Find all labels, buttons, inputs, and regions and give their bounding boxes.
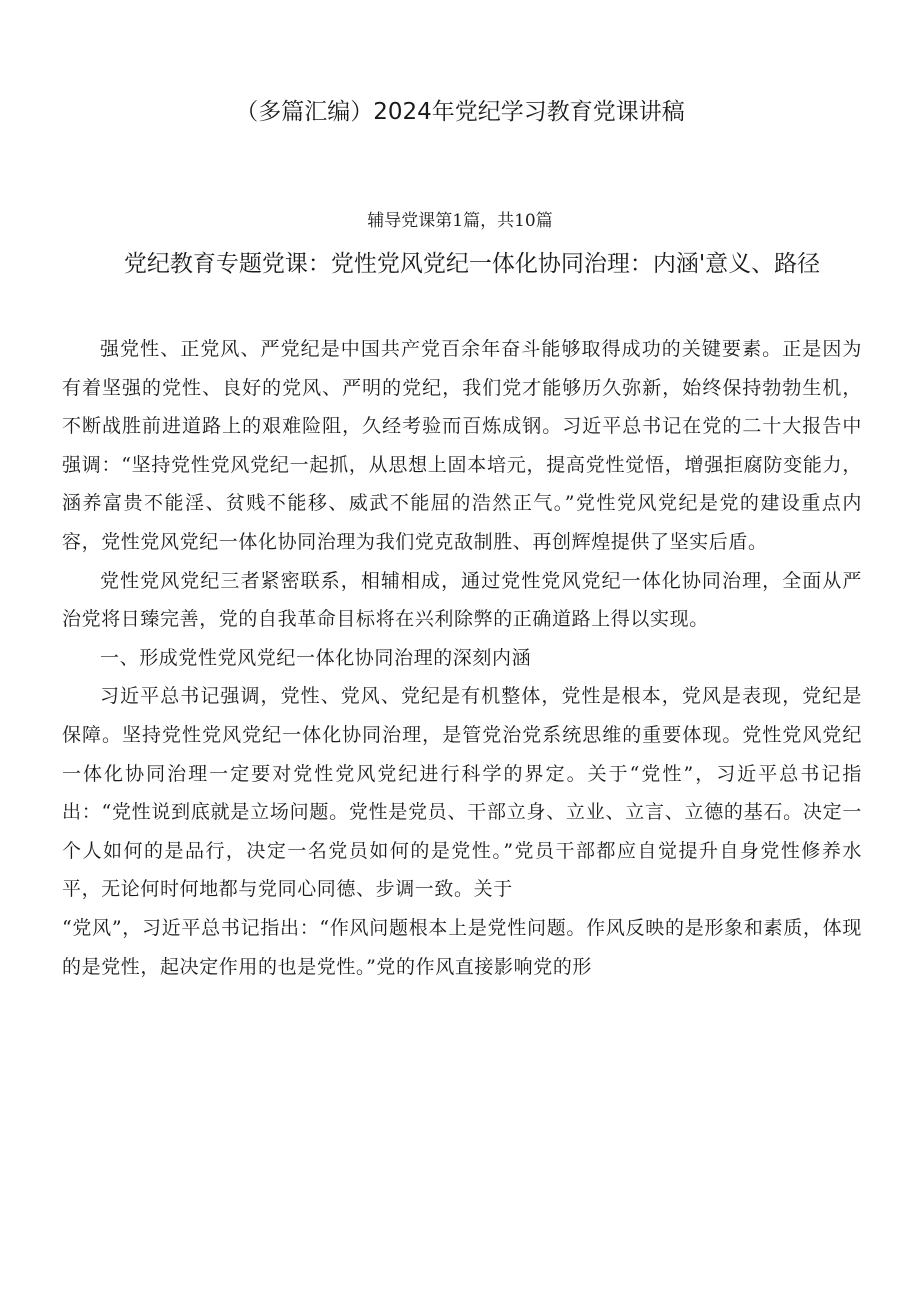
paragraph-continuation: “党风”，习近平总书记指出：“作风问题根本上是党性问题。作风反映的是形象和素质，体现的是党性，起决定作用的也是党性。”党的作风直接影响党的形 bbox=[62, 916, 862, 978]
paragraph-summary: 党性党风党纪三者紧密联系，相辅相成，通过党性党风党纪一体化协同治理，全面从严治党将日臻完善，党的自我革命目标将在兴利除弊的正确道路上得以实现。 bbox=[62, 569, 862, 631]
series-label: 辅导党课第1篇，共10篇 bbox=[367, 211, 553, 231]
document-title: （多篇汇编）2024年党纪学习教育党课讲稿 bbox=[235, 99, 685, 125]
paragraph-intro: 强党性、正党风、严党纪是中国共产党百余年奋斗能够取得成功的关键要素。正是因为有着坚强的党性、良好的党风、严明的党纪，我们党才能够历久弥新，始终保持勃勃生机，不断战胜前进道路上的艰难险阻，久经考验而百炼成钢。习近平总书记在党的二十大报告中强调：“坚持党性党风党纪一起抓，从思想上固本培元，提高党性觉悟，增强拒腐防变能力，涵养富贵不能淫、贫贱不能移、威武不能屈的浩然正气。”党性党风党纪是党的建设重点内容，党性党风党纪一体化协同治理为我们党克敌制胜、再创辉煌提供了坚实后盾。 bbox=[62, 338, 862, 553]
paragraph-section-1: 习近平总书记强调，党性、党风、党纪是有机整体，党性是根本，党风是表现，党纪是保障。坚持党性党风党纪一体化协同治理，是管党治党系统思维的重要体现。党性党风党纪一体化协同治理一定要对党性党风党纪进行科学的界定。关于“党性”，习近平总书记指出：“党性说到底就是立场问题。党性是党员、干部立身、立业、立言、立德的基石。决定一个人如何的是品行，决定一名党员如何的是党性。”党员干部都应自觉提升自身党性修养水平，无论何时何地都与党同心同德、步调一致。关于 bbox=[62, 685, 862, 901]
section-heading-1: 一、形成党性党风党纪一体化协同治理的深刻内涵 bbox=[100, 646, 532, 669]
lecture-title: 党纪教育专题党课：党性党风党纪一体化协同治理：内涵'意义、路径 bbox=[123, 251, 821, 277]
body-text bbox=[62, 330, 862, 986]
